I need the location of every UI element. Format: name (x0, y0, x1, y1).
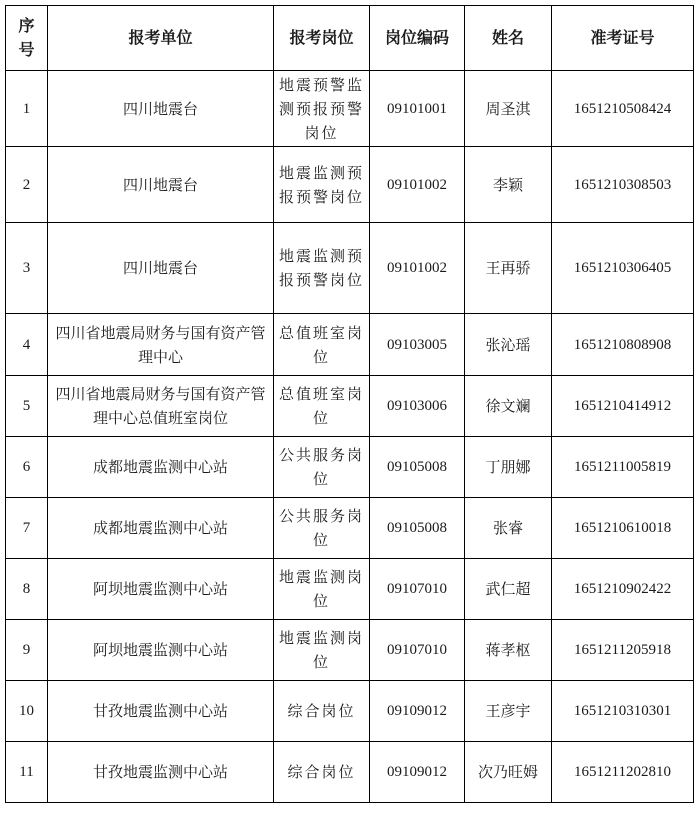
cell-seq: 10 (6, 681, 48, 742)
cell-name: 武仁超 (465, 559, 552, 620)
cell-seq: 9 (6, 620, 48, 681)
cell-code: 09107010 (370, 620, 465, 681)
table-row (6, 376, 694, 437)
cell-post: 总值班室岗位 (274, 376, 370, 437)
cell-unit: 阿坝地震监测中心站 (48, 559, 274, 620)
cell-name: 李颖 (465, 147, 552, 223)
table-row (6, 681, 694, 742)
cell-seq: 8 (6, 559, 48, 620)
table-row (6, 223, 694, 314)
cell-post: 地震监测岗位 (274, 620, 370, 681)
table-body (6, 71, 694, 803)
cell-post: 地震监测预报预警岗位 (274, 147, 370, 223)
table-row (6, 559, 694, 620)
cell-name: 蒋孝枢 (465, 620, 552, 681)
cell-exam-id: 1651210508424 (552, 71, 694, 147)
header-code: 岗位编码 (370, 6, 465, 71)
table-header-row (6, 6, 694, 71)
table-row (6, 314, 694, 376)
cell-code: 09103005 (370, 314, 465, 376)
cell-post: 地震监测预报预警岗位 (274, 223, 370, 314)
cell-seq: 4 (6, 314, 48, 376)
cell-code: 09101001 (370, 71, 465, 147)
cell-unit: 四川地震台 (48, 71, 274, 147)
header-exam-id: 准考证号 (552, 6, 694, 71)
cell-unit: 四川省地震局财务与国有资产管理中心总值班室岗位 (48, 376, 274, 437)
cell-code: 09109012 (370, 742, 465, 803)
cell-unit: 四川地震台 (48, 147, 274, 223)
cell-exam-id: 1651211005819 (552, 437, 694, 498)
cell-post: 综合岗位 (274, 742, 370, 803)
cell-unit: 甘孜地震监测中心站 (48, 681, 274, 742)
cell-name: 张睿 (465, 498, 552, 559)
cell-post: 总值班室岗位 (274, 314, 370, 376)
cell-code: 09101002 (370, 223, 465, 314)
cell-exam-id: 1651211202810 (552, 742, 694, 803)
cell-seq: 1 (6, 71, 48, 147)
cell-unit: 成都地震监测中心站 (48, 498, 274, 559)
header-unit: 报考单位 (48, 6, 274, 71)
cell-code: 09107010 (370, 559, 465, 620)
cell-exam-id: 1651210308503 (552, 147, 694, 223)
cell-seq: 2 (6, 147, 48, 223)
cell-exam-id: 1651210414912 (552, 376, 694, 437)
cell-name: 王彦宇 (465, 681, 552, 742)
cell-unit: 四川地震台 (48, 223, 274, 314)
cell-post: 综合岗位 (274, 681, 370, 742)
cell-post: 公共服务岗位 (274, 498, 370, 559)
cell-post: 公共服务岗位 (274, 437, 370, 498)
header-name: 姓名 (465, 6, 552, 71)
cell-seq: 3 (6, 223, 48, 314)
cell-exam-id: 1651210808908 (552, 314, 694, 376)
cell-exam-id: 1651210306405 (552, 223, 694, 314)
table-row (6, 742, 694, 803)
cell-name: 徐文斓 (465, 376, 552, 437)
cell-name: 王再骄 (465, 223, 552, 314)
table-row (6, 147, 694, 223)
cell-code: 09105008 (370, 498, 465, 559)
cell-seq: 6 (6, 437, 48, 498)
table-row (6, 437, 694, 498)
table-row (6, 498, 694, 559)
cell-exam-id: 1651210610018 (552, 498, 694, 559)
cell-post: 地震预警监测预报预警岗位 (274, 71, 370, 147)
table-row (6, 71, 694, 147)
cell-code: 09109012 (370, 681, 465, 742)
cell-unit: 阿坝地震监测中心站 (48, 620, 274, 681)
cell-seq: 11 (6, 742, 48, 803)
cell-exam-id: 1651210310301 (552, 681, 694, 742)
cell-code: 09105008 (370, 437, 465, 498)
cell-post: 地震监测岗位 (274, 559, 370, 620)
header-seq: 序号 (6, 6, 48, 71)
cell-unit: 甘孜地震监测中心站 (48, 742, 274, 803)
cell-exam-id: 1651210902422 (552, 559, 694, 620)
cell-exam-id: 1651211205918 (552, 620, 694, 681)
cell-code: 09103006 (370, 376, 465, 437)
cell-seq: 5 (6, 376, 48, 437)
cell-name: 丁朋娜 (465, 437, 552, 498)
cell-name: 周圣淇 (465, 71, 552, 147)
cell-unit: 成都地震监测中心站 (48, 437, 274, 498)
table-row (6, 620, 694, 681)
cell-code: 09101002 (370, 147, 465, 223)
cell-unit: 四川省地震局财务与国有资产管理中心 (48, 314, 274, 376)
header-post: 报考岗位 (274, 6, 370, 71)
admission-results-table (5, 5, 694, 803)
cell-seq: 7 (6, 498, 48, 559)
cell-name: 次乃旺姆 (465, 742, 552, 803)
cell-name: 张沁瑶 (465, 314, 552, 376)
